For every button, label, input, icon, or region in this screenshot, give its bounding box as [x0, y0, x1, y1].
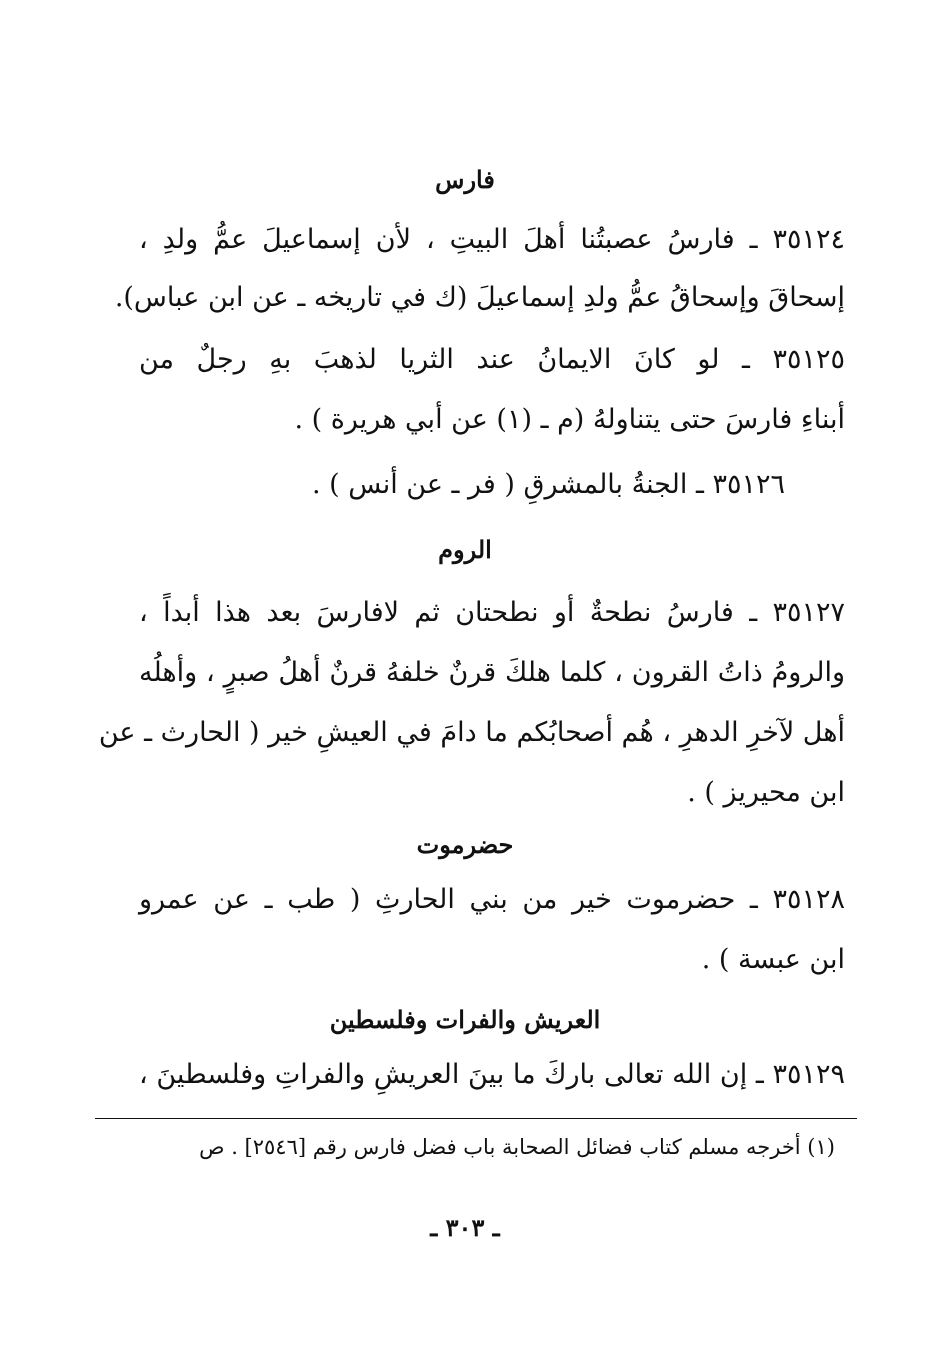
text-line: ٣٥١٢٨ ـ حضرموت خير من بني الحارثِ ( طب ـ عن عمرو: [139, 884, 845, 915]
text-line: والرومُ ذاتُ القرون ، كلما هلكَ قرنٌ خلفهُ قرنٌ أهلُ صبرٍ ، وأهلُه: [139, 657, 845, 688]
page-number: ـ ٣٠٣ ـ: [430, 1213, 500, 1242]
text-line: ٣٥١٢٤ ـ فارسُ عصبتُنا أهلَ البيتِ ، لأن إسماعيلَ عمُّ ولدِ ،: [139, 224, 845, 255]
text-line: أبناءِ فارسَ حتى يتناولهُ (م ـ (١) عن أبي هريرة ) .: [294, 404, 845, 435]
section-heading-rum: الروم: [438, 535, 492, 564]
footnote: (١) أخرجه مسلم كتاب فضائل الصحابة باب فضل فارس رقم [٢٥٤٦] . ص: [199, 1135, 835, 1159]
section-heading-fars: فارس: [435, 165, 495, 194]
text-line: ابن محيريز ) .: [687, 777, 845, 808]
text-line: إسحاقَ وإسحاقُ عمُّ ولدِ إسماعيلَ (ك في تاريخه ـ عن ابن عباس).: [114, 282, 845, 313]
text-line: ٣٥١٢٧ ـ فارسُ نطحةٌ أو نطحتان ثم لافارسَ بعد هذا أبداً ،: [139, 597, 845, 628]
text-line: ٣٥١٢٥ ـ لو كانَ الايمانُ عند الثريا لذهبَ بهِ رجلٌ من: [139, 344, 845, 375]
text-line: ٣٥١٢٩ ـ إن الله تعالى باركَ ما بينَ العريشِ والفراتِ وفلسطينَ ،: [139, 1059, 845, 1090]
text-line: أهل لآخرِ الدهرِ ، هُم أصحابُكم ما دامَ في العيشِ خير ( الحارث ـ عن: [98, 717, 845, 748]
text-line: ٣٥١٢٦ ـ الجنةُ بالمشرقِ ( فر ـ عن أنس ) .: [311, 469, 785, 500]
text-line: ابن عبسة ) .: [701, 944, 845, 975]
footnote-divider: [95, 1118, 857, 1119]
section-heading-arish: العريش والفرات وفلسطين: [329, 1005, 601, 1034]
section-heading-hadramawt: حضرموت: [416, 830, 514, 859]
